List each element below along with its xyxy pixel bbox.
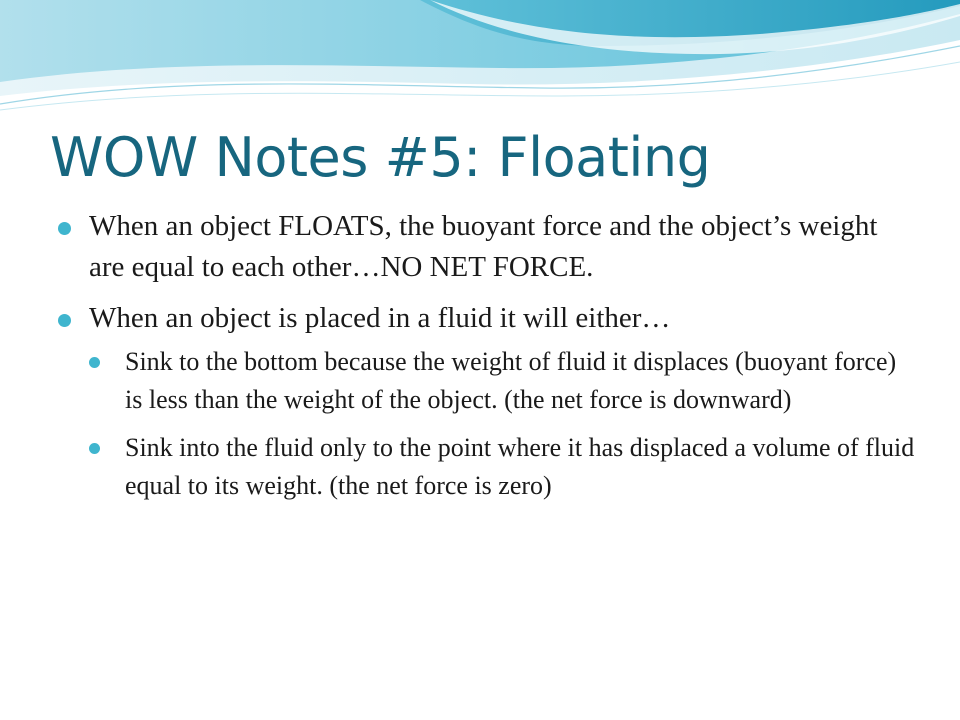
sub-bullet-text: Sink to the bottom because the weight of fluid it displaces (buoyant force) is less than the weight of the object. (the net force is downward) bbox=[125, 347, 897, 414]
bullet-item bbox=[56, 206, 916, 288]
sub-bullet-list bbox=[89, 343, 916, 505]
sub-bullet-text: Sink into the fluid only to the point where it has displaced a volume of fluid equal to its weight. (the net force is zero) bbox=[125, 433, 915, 500]
bullet-text: When an object is placed in a fluid it will either… bbox=[89, 302, 671, 334]
wave-header-decoration bbox=[0, 0, 960, 120]
bullet-text: When an object FLOATS, the buoyant force and the object’s weight are equal to each other…NO NET FORCE. bbox=[89, 210, 878, 283]
bullet-item bbox=[56, 298, 916, 505]
sub-bullet-dot-icon bbox=[89, 357, 100, 368]
bullet-dot-icon bbox=[58, 222, 71, 235]
bullet-list bbox=[56, 206, 916, 505]
slide-title: WOW Notes #5: Floating bbox=[50, 126, 711, 189]
sub-bullet-item bbox=[89, 343, 916, 419]
sub-bullet-item bbox=[89, 429, 916, 505]
sub-bullet-dot-icon bbox=[89, 443, 100, 454]
slide-body bbox=[56, 206, 916, 515]
bullet-dot-icon bbox=[58, 314, 71, 327]
